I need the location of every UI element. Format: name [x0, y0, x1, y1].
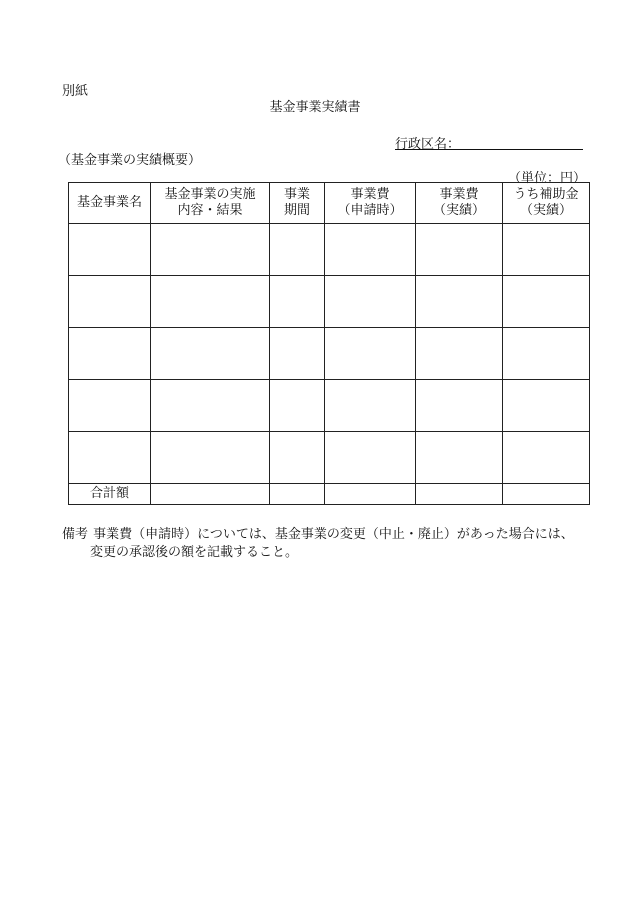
admin-district-label: 行政区名： — [395, 137, 461, 152]
table-cell[interactable] — [151, 276, 270, 328]
record-table — [68, 182, 590, 505]
document-title: 基金事業実績書 — [269, 100, 361, 115]
table-cell[interactable] — [69, 432, 151, 484]
table-cell[interactable] — [270, 328, 325, 380]
column-header-subsidy-actual: うち補助金 （実績） — [503, 183, 590, 224]
admin-district-field — [395, 133, 460, 152]
table-cell[interactable] — [325, 276, 416, 328]
table-row — [69, 276, 590, 328]
total-cell[interactable] — [416, 484, 503, 505]
table-cell[interactable] — [69, 276, 151, 328]
table-cell[interactable] — [503, 432, 590, 484]
table-cell[interactable] — [416, 276, 503, 328]
table-cell[interactable] — [325, 224, 416, 276]
table-cell[interactable] — [503, 276, 590, 328]
table-cell[interactable] — [151, 224, 270, 276]
total-label: 合計額 — [69, 484, 151, 505]
column-header-content-result: 基金事業の実施 内容・結果 — [151, 183, 270, 224]
table-row — [69, 328, 590, 380]
admin-district-underline — [395, 149, 583, 150]
table-cell[interactable] — [503, 380, 590, 432]
table-cell[interactable] — [270, 432, 325, 484]
table-cell[interactable] — [503, 328, 590, 380]
table-cell[interactable] — [416, 328, 503, 380]
table-cell[interactable] — [270, 224, 325, 276]
table-cell[interactable] — [69, 224, 151, 276]
column-header-cost-applied: 事業費 （申請時） — [325, 183, 416, 224]
table-cell[interactable] — [69, 380, 151, 432]
total-cell[interactable] — [325, 484, 416, 505]
unit-label: （単位：円） — [508, 171, 587, 186]
table-cell[interactable] — [270, 380, 325, 432]
table-cell[interactable] — [151, 432, 270, 484]
column-header-project-name: 基金事業名 — [69, 183, 151, 224]
table-row — [69, 432, 590, 484]
table-row — [69, 224, 590, 276]
column-header-period: 事業 期間 — [270, 183, 325, 224]
table-cell[interactable] — [503, 224, 590, 276]
table-cell[interactable] — [416, 224, 503, 276]
table-cell[interactable] — [325, 432, 416, 484]
table-cell[interactable] — [416, 432, 503, 484]
table-cell[interactable] — [69, 328, 151, 380]
remarks-line-1: 事業費（申請時）については、基金事業の変更（中止・廃止）があった場合には、 — [93, 527, 574, 542]
remarks-line-2: 変更の承認後の額を記載すること。 — [90, 545, 299, 560]
table-cell[interactable] — [151, 328, 270, 380]
total-row — [69, 484, 590, 505]
table-header-row — [69, 183, 590, 224]
total-cell[interactable] — [270, 484, 325, 505]
table-cell[interactable] — [151, 380, 270, 432]
table-cell[interactable] — [325, 328, 416, 380]
total-cell[interactable] — [151, 484, 270, 505]
table-row — [69, 380, 590, 432]
table-cell[interactable] — [325, 380, 416, 432]
table-cell[interactable] — [270, 276, 325, 328]
attachment-label: 別紙 — [62, 84, 89, 99]
table-cell[interactable] — [416, 380, 503, 432]
summary-heading: （基金事業の実績概要） — [58, 153, 202, 168]
column-header-cost-actual: 事業費 （実績） — [416, 183, 503, 224]
remarks-label: 備考 — [62, 527, 89, 542]
total-cell[interactable] — [503, 484, 590, 505]
remarks — [62, 526, 574, 562]
